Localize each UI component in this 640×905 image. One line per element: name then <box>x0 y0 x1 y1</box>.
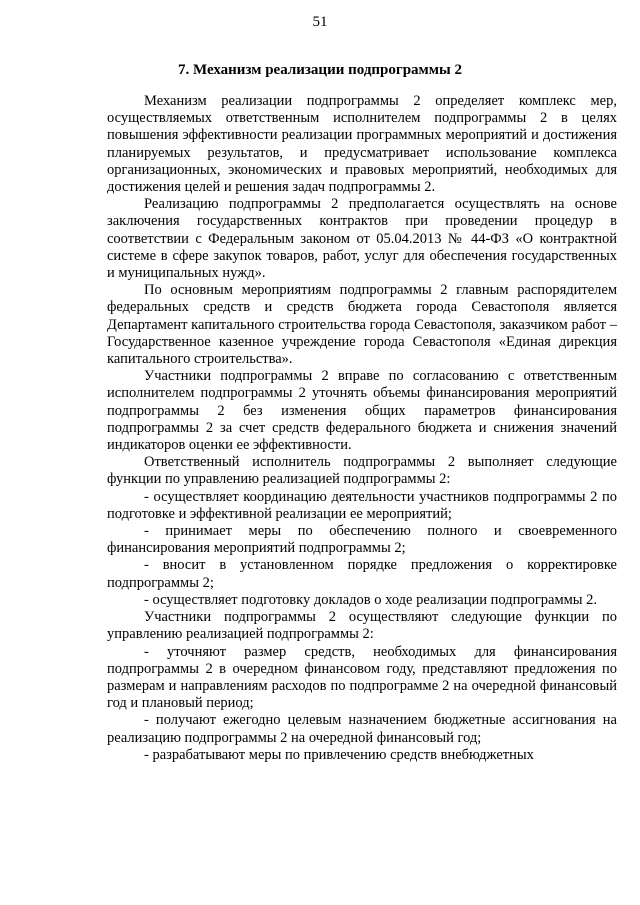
list-item: - разрабатывают меры по привлечению средств внебюджетных <box>144 746 534 763</box>
list-item: - вносит в установленном порядке предложения о корректировке подпрограммы 2; <box>107 557 617 591</box>
list-item: - получают ежегодно целевым назначением бюджетные ассигнования на реализацию подпрограммы 2 на очередной финансовый год; <box>107 712 617 746</box>
list-item: - принимает меры по обеспечению полного и своевременного финансирования мероприятий подпрограммы 2; <box>107 523 617 557</box>
paragraph: Участники подпрограммы 2 вправе по согласованию с ответственным исполнителем подпрограммы 2 уточнять объемы финансирования мероприятий подпрограммы 2 без изменения общих параметров финансирования подпрограммы 2 за счет средств федерального бюджета и снижения значений индикаторов оценки ее эффективности. <box>107 368 617 454</box>
list-item: - уточняют размер средств, необходимых для финансирования подпрограммы 2 в очередном финансовом году, представляют предложения по размерам и направлениям расходов по подпрограмме 2 на очередной финансовый год и плановый период; <box>107 643 617 712</box>
paragraph: По основным мероприятиям подпрограммы 2 главным распорядителем федеральных средств и средств бюджета города Севастополя является Департамент капитального строительства города Севастополя, заказчиком работ – Государственное казенное учреждение города Севастополя «Единая дирекция капитального строительства». <box>107 282 617 368</box>
paragraph: Ответственный исполнитель подпрограммы 2 выполняет следующие функции по управлению реализацией подпрограммы 2: <box>107 454 617 488</box>
paragraph: Реализацию подпрограммы 2 предполагается осуществлять на основе заключения государственных контрактов при проведении процедур в соответствии с Федеральным законом от 05.04.2013 № 44-ФЗ «О контрактной системе в сфере закупок товаров, работ, услуг для обеспечения государственных и муниципальных нужд». <box>107 196 617 282</box>
document-body <box>107 93 617 764</box>
list-item: - осуществляет координацию деятельности участников подпрограммы 2 по подготовке и эффективной реализации ее мероприятий; <box>107 488 617 522</box>
paragraph: Участники подпрограммы 2 осуществляют следующие функции по управлению реализацией подпрограммы 2: <box>107 609 617 643</box>
paragraph: Механизм реализации подпрограммы 2 определяет комплекс мер, осуществляемых ответственным исполнителем подпрограммы 2 в целях повышения эффективности реализации программных мероприятий и достижения планируемых результатов, и предусматривает использование комплекса организационных, экономических и правовых мероприятий, необходимых для достижения целей и решения задач подпрограммы 2. <box>107 93 617 196</box>
page-number: 51 <box>312 14 328 30</box>
section-title: 7. Механизм реализации подпрограммы 2 <box>178 62 462 78</box>
list-item: - осуществляет подготовку докладов о ходе реализации подпрограммы 2. <box>144 591 598 608</box>
